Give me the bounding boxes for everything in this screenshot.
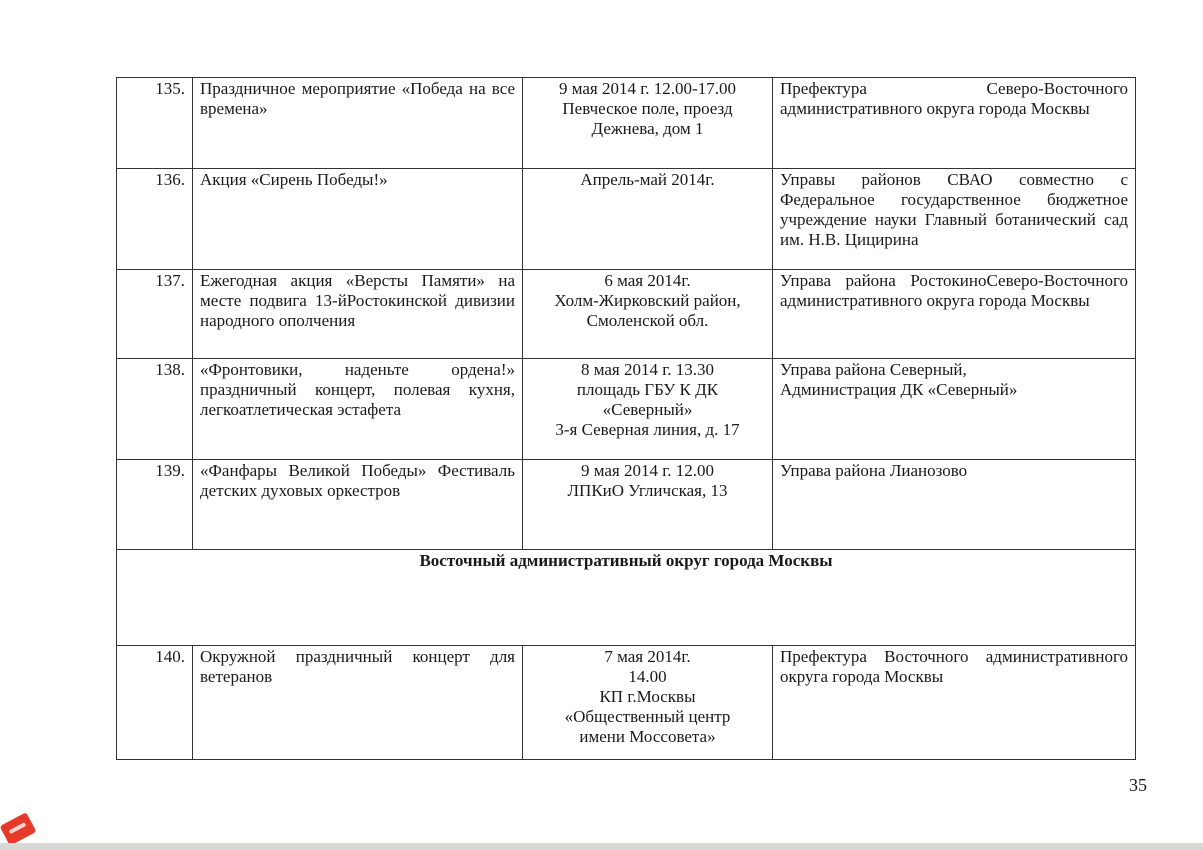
event-name: «Фронтовики, наденьте ордена!» праздничный концерт, полевая кухня, легкоатлетическая эстафета [193,359,523,460]
table-row [117,359,1136,460]
event-organizer: Управы районов СВАО совместно с Федеральное государственное бюджетное учреждение науки Главный ботанический сад им. Н.В. Цицирина [773,169,1136,270]
table-row [117,460,1136,550]
event-organizer: Префектура Восточного административного округа города Москвы [773,646,1136,760]
event-date-place: 6 мая 2014г. Холм-Жирковский район, Смоленской обл. [523,270,773,359]
row-number: 140. [117,646,193,760]
row-number: 136. [117,169,193,270]
row-number: 137. [117,270,193,359]
event-organizer: Управа района РостокиноСеверо-Восточного административного округа города Москвы [773,270,1136,359]
row-number: 139. [117,460,193,550]
event-organizer: Префектура Северо-Восточного административного округа города Москвы [773,78,1136,169]
event-organizer: Управа района Лианозово [773,460,1136,550]
table-row [117,646,1136,760]
event-date-place: 8 мая 2014 г. 13.30 площадь ГБУ К ДК «Северный» 3-я Северная линия, д. 17 [523,359,773,460]
event-organizer: Управа района Северный, Администрация ДК «Северный» [773,359,1136,460]
event-name: Окружной праздничный концерт для ветеранов [193,646,523,760]
event-date-place: Апрель-май 2014г. [523,169,773,270]
event-name: Праздничное мероприятие «Победа на все времена» [193,78,523,169]
page-number: 35 [1129,775,1147,795]
row-number: 135. [117,78,193,169]
event-date-place: 7 мая 2014г. 14.00 КП г.Москвы «Общественный центр имени Моссовета» [523,646,773,760]
event-name: «Фанфары Великой Победы» Фестиваль детских духовых оркестров [193,460,523,550]
scan-edge [0,843,1203,850]
event-name: Ежегодная акция «Версты Памяти» на месте подвига 13-йРостокинской дивизии народного ополчения [193,270,523,359]
event-name: Акция «Сирень Победы!» [193,169,523,270]
section-title: Восточный административный округ города Москвы [117,550,1136,646]
table-row [117,78,1136,169]
row-number: 138. [117,359,193,460]
events-table [116,77,1136,760]
event-date-place: 9 мая 2014 г. 12.00-17.00 Певческое поле, проезд Дежнева, дом 1 [523,78,773,169]
table-row [117,270,1136,359]
table-row [117,169,1136,270]
scanner-logo-icon [0,812,36,846]
event-date-place: 9 мая 2014 г. 12.00 ЛПКиО Угличская, 13 [523,460,773,550]
section-header-row [117,550,1136,646]
